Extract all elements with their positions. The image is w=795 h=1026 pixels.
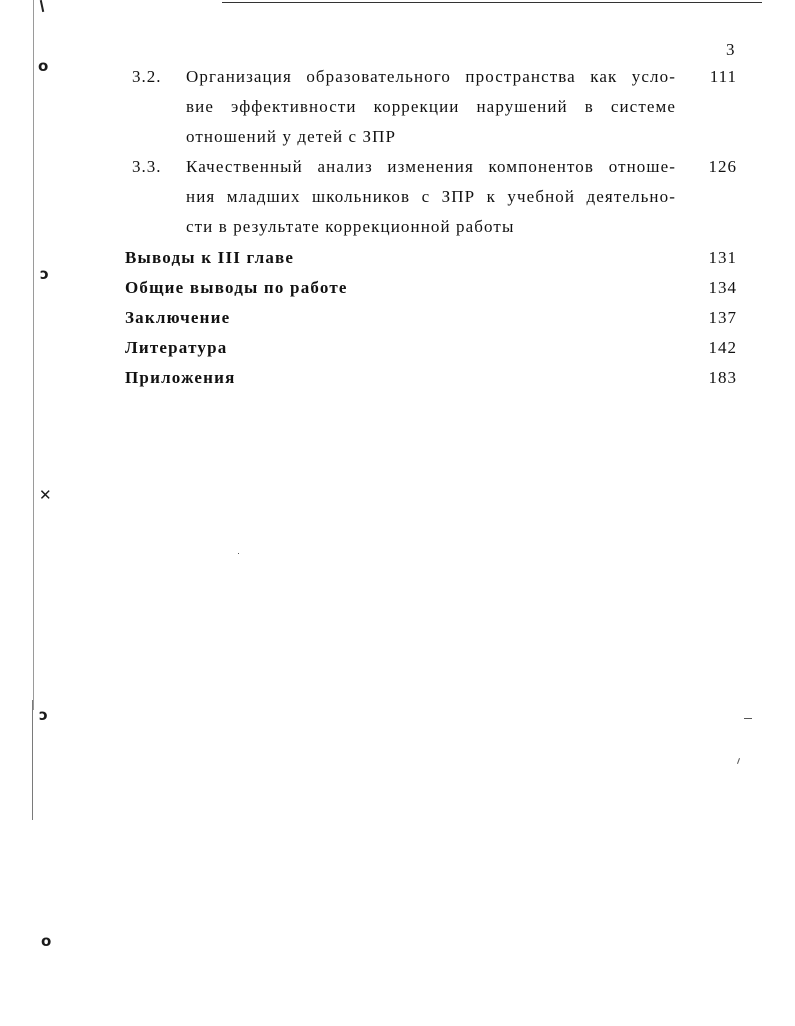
punch-hole-mark: ✕: [39, 486, 52, 504]
toc-entry-title: Литература: [125, 338, 228, 357]
toc-page-number: 111: [709, 67, 737, 86]
toc-subsection-title-line: сти в результате коррекционной работы: [186, 217, 515, 236]
toc-entry-title: Заключение: [125, 308, 231, 327]
punch-hole-mark: ɔ: [40, 265, 49, 283]
toc-subsection-title-line: ния младших школьников с ЗПР к учебной деятельно-: [186, 187, 676, 206]
toc-page-number: 183: [708, 368, 737, 387]
toc-page-number: 134: [708, 278, 737, 297]
toc-subsection-title-line: отношений у детей с ЗПР: [186, 127, 397, 146]
corner-mark: [40, 0, 44, 12]
toc-page-number: 137: [708, 308, 737, 327]
binding-edge-line-lower: [32, 700, 33, 820]
punch-hole-mark: o: [41, 932, 52, 950]
toc-page-number: 142: [708, 338, 737, 357]
punch-hole-mark: o: [38, 57, 49, 75]
toc-subsection-title-line: вие эффективности коррекции нарушений в системе: [186, 97, 676, 116]
toc-page-number: 126: [708, 157, 737, 176]
toc-subsection-number: 3.2.: [132, 67, 162, 86]
toc-subsection-title-line: Организация образовательного пространства как усло-: [186, 67, 676, 86]
punch-hole-mark: ɔ: [39, 706, 48, 724]
top-rule: [222, 2, 762, 3]
toc-page-number: 131: [708, 248, 737, 267]
toc-subsection-number: 3.3.: [132, 157, 162, 176]
toc-entry-title: Выводы к III главе: [125, 248, 295, 267]
toc-entry-title: Приложения: [125, 368, 236, 387]
page-number: 3: [726, 40, 735, 59]
binding-edge-line: [33, 0, 34, 710]
toc-entry-title: Общие выводы по работе: [125, 278, 348, 297]
toc-subsection-title-line: Качественный анализ изменения компонентов отноше-: [186, 157, 676, 176]
